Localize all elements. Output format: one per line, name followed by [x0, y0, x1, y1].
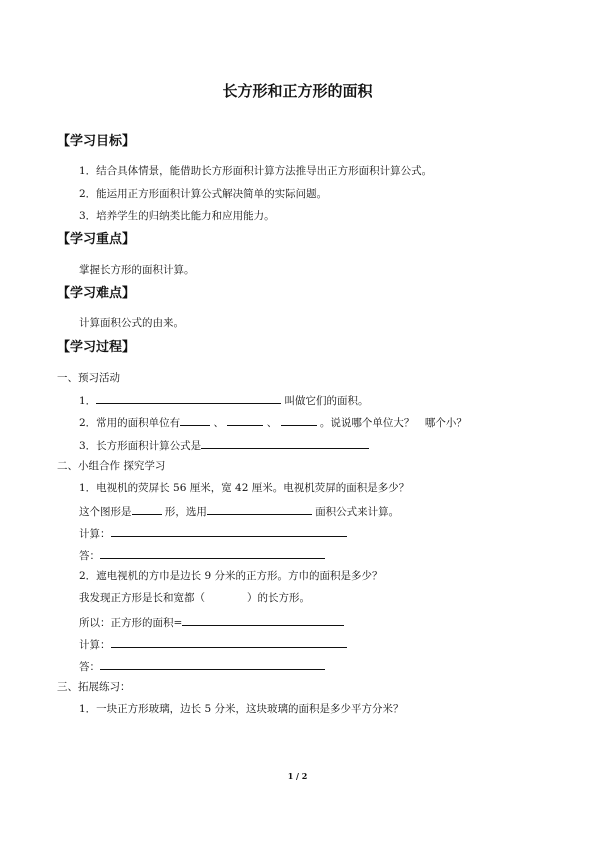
- part2-heading: 二、小组合作 探究学习: [57, 460, 166, 472]
- q2-post-text: 。说说哪个单位大？ 哪个小？: [319, 417, 467, 429]
- q2-sep-1: 、: [213, 417, 225, 429]
- page-number: 1 / 2: [287, 771, 308, 781]
- section-difficulty-heading: 【学习难点】: [57, 286, 136, 301]
- section-goals-heading: 【学习目标】: [57, 134, 136, 149]
- q2-sep-2: 、: [266, 417, 278, 429]
- part2-answer-2: [79, 658, 325, 674]
- p1-post-text: 面积公式来计算。: [315, 506, 400, 518]
- goal-item-1: 1．结合具体情景，能借助长方形面积计算方法推导出正方形面积计算公式。: [79, 165, 433, 177]
- calc-label: 计算：: [79, 528, 111, 540]
- part2-problem2-finding: 我发现正方形是长和宽都（ ）的长方形。: [79, 592, 310, 604]
- q3-pre-text: 3．长方形面积计算公式是: [79, 440, 202, 452]
- goal-item-3: 3．培养学生的归纳类比能力和应用能力。: [79, 210, 275, 222]
- answer-blank-2[interactable]: [100, 658, 325, 670]
- section-process-heading: 【学习过程】: [57, 340, 136, 355]
- p1-blank-formula[interactable]: [207, 503, 312, 515]
- part3-heading: 三、拓展练习：: [57, 681, 131, 693]
- part1-q3: [79, 437, 369, 453]
- calc-blank-1[interactable]: [111, 525, 347, 537]
- q2-blank-3[interactable]: [281, 414, 317, 426]
- part1-heading: 一、预习活动: [57, 372, 120, 384]
- answer-label: 答：: [79, 661, 100, 673]
- q2-blank-1[interactable]: [180, 414, 210, 426]
- square-area-blank[interactable]: [182, 614, 344, 626]
- answer-label: 答：: [79, 550, 100, 562]
- part1-q1: [79, 392, 369, 408]
- q1-number: 1．: [79, 395, 97, 407]
- part2-problem1-fill: [79, 503, 399, 519]
- key-point-text: 掌握长方形的面积计算。: [79, 264, 195, 276]
- part2-calc-2: [79, 636, 347, 652]
- q1-after-text: 叫做它们的面积。: [284, 395, 369, 407]
- calc-label: 计算：: [79, 639, 111, 651]
- answer-blank-1[interactable]: [100, 547, 325, 559]
- part1-q2: [79, 414, 467, 430]
- q2-blank-2[interactable]: [227, 414, 263, 426]
- difficult-point-text: 计算面积公式的由来。: [79, 317, 184, 329]
- p1-mid-text: 形，选用: [164, 506, 207, 518]
- goal-item-2: 2．能运用正方形面积计算公式解决简单的实际问题。: [79, 188, 328, 200]
- part3-q1: 1．一块正方形玻璃，边长 5 分米，这块玻璃的面积是多少平方分米？: [79, 703, 404, 715]
- part2-square-area: [79, 614, 344, 630]
- part2-answer-1: [79, 547, 325, 563]
- q1-blank[interactable]: [96, 392, 281, 404]
- q3-blank[interactable]: [201, 437, 369, 449]
- calc-blank-2[interactable]: [111, 636, 347, 648]
- p1-pre-text: 这个图形是: [79, 506, 132, 518]
- page-title: 长方形和正方形的面积: [222, 82, 373, 100]
- q2-pre-text: 2．常用的面积单位有: [79, 417, 181, 429]
- part2-problem1: 1．电视机的荧屏长 56 厘米，宽 42 厘米。电视机荧屏的面积是多少？: [79, 482, 410, 494]
- section-key-heading: 【学习重点】: [57, 232, 136, 247]
- square-area-text: 所以：正方形的面积=: [79, 617, 183, 629]
- part2-calc-1: [79, 525, 347, 541]
- part2-problem2: 2．遮电视机的方巾是边长 9 分米的正方形。方巾的面积是多少？: [79, 570, 383, 582]
- p1-blank-shape[interactable]: [132, 503, 162, 515]
